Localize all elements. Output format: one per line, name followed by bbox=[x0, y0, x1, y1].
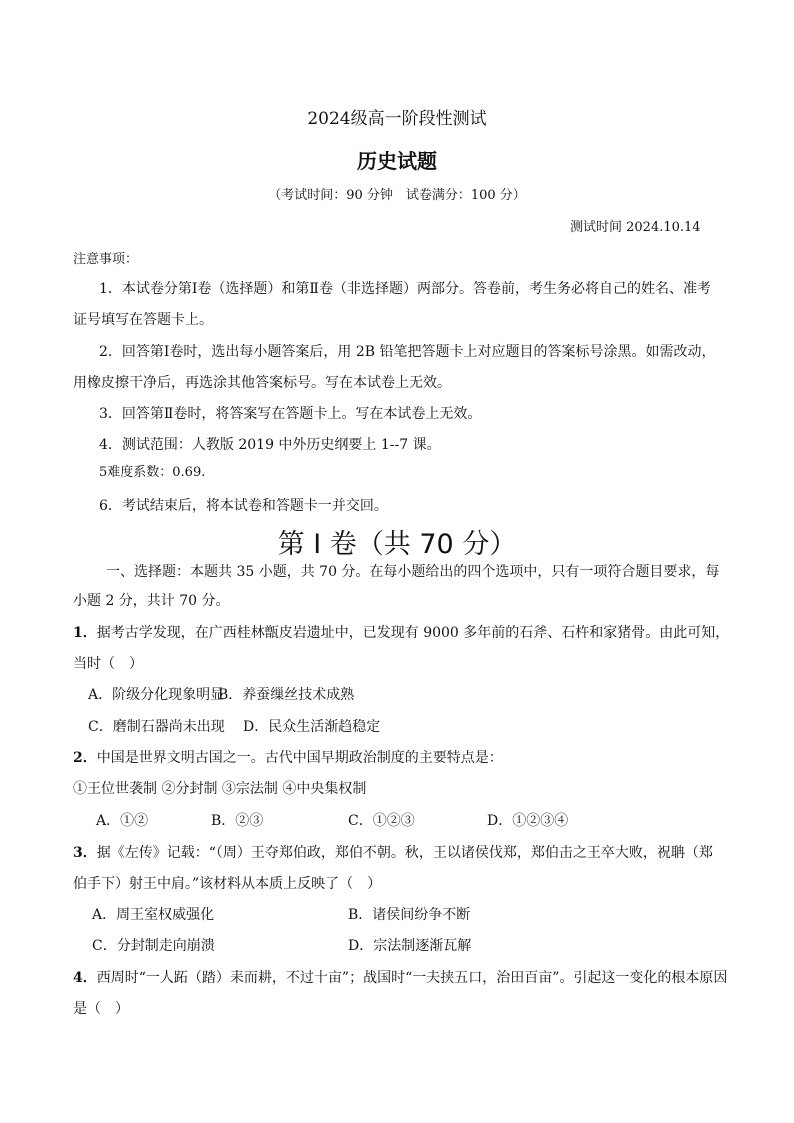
note-1-line-1: 1．本试卷分第Ⅰ卷（选择题）和第Ⅱ卷（非选择题）两部分。答卷前，考生务必将自己的姓名、准考 bbox=[99, 281, 711, 297]
question-3-option-a[interactable]: A．周王室权威强化 bbox=[92, 907, 215, 923]
question-1-number: 1． bbox=[73, 625, 97, 641]
question-3-text: 据《左传》记载：“（周）王夺郑伯政，郑伯不朝。秋，王以诸侯伐郑，郑伯击之王卒大败，祝聃（郑 bbox=[96, 845, 713, 861]
section-title: 第 I 卷（共 70 分） bbox=[277, 529, 517, 560]
section-intro-line-1: 一、选择题：本题共 35 小题，共 70 分。在每小题给出的四个选项中，只有一项符合题目要求，每 bbox=[106, 564, 720, 580]
question-3-stem-line-2: 伯手下）射王中肩。”该材料从本质上反映了（ ） bbox=[73, 876, 382, 892]
note-2-line-1: 2．回答第Ⅰ卷时，选出每小题答案后，用 2B 铅笔把答题卡上对应题目的答案标号涂黑。如需改动， bbox=[99, 344, 716, 360]
question-4-number: 4． bbox=[73, 970, 97, 986]
note-4: 4．测试范围：人教版 2019 中外历史纲要上 1--7 课。 bbox=[99, 437, 441, 453]
question-3-option-c[interactable]: C．分封制走向崩溃 bbox=[92, 938, 215, 954]
question-4-stem-line-2: 是（ ） bbox=[73, 1001, 129, 1017]
notes-label: 注意事项： bbox=[73, 252, 139, 267]
question-3-option-b[interactable]: B．诸侯间纷争不断 bbox=[348, 907, 471, 923]
question-1-option-b[interactable]: B．养蚕缫丝技术成熟 bbox=[218, 687, 355, 703]
question-2-number: 2． bbox=[73, 750, 97, 766]
question-1-text: 据考古学发现，在广西桂林甑皮岩遗址中，已发现有 9000 多年前的石斧、石杵和家猪骨。由此可知， bbox=[96, 625, 730, 641]
test-date: 测试时间 2024.10.14 bbox=[570, 220, 701, 235]
question-1-option-c[interactable]: C．磨制石器尚未出现 bbox=[88, 719, 225, 735]
note-3: 3．回答第Ⅱ卷时，将答案写在答题卡上。写在本试卷上无效。 bbox=[99, 406, 482, 422]
question-2-option-a[interactable]: A．①② bbox=[96, 813, 149, 829]
question-3-number: 3． bbox=[73, 845, 97, 861]
note-1-line-2: 证号填写在答题卡上。 bbox=[73, 312, 213, 328]
question-3-option-d[interactable]: D．宗法制逐渐瓦解 bbox=[348, 938, 472, 954]
subject-title: 历史试题 bbox=[357, 149, 437, 173]
section-intro-line-2: 小题 2 分，共计 70 分。 bbox=[73, 593, 230, 609]
question-1-option-a[interactable]: A．阶级分化现象明显 bbox=[88, 687, 225, 703]
question-4-stem-line-1 bbox=[73, 967, 727, 987]
exam-meta: （考试时间：90 分钟 试卷满分：100 分） bbox=[268, 188, 526, 203]
question-2-text: 中国是世界文明古国之一。古代中国早期政治制度的主要特点是： bbox=[96, 750, 503, 766]
question-2-option-c[interactable]: C．①②③ bbox=[348, 813, 415, 829]
exam-title: 2024级高一阶段性测试 bbox=[307, 109, 487, 129]
question-2-option-d[interactable]: D．①②③④ bbox=[487, 813, 569, 829]
question-2-option-b[interactable]: B．②③ bbox=[211, 813, 264, 829]
note-5: 5难度系数：0.69. bbox=[99, 465, 206, 480]
question-2-stem-line-1 bbox=[73, 747, 503, 767]
question-1-stem-line-2: 当时（ ） bbox=[73, 656, 143, 672]
note-2-line-2: 用橡皮擦干净后，再选涂其他答案标号。写在本试卷上无效。 bbox=[73, 375, 451, 391]
question-2-stem-line-2: ①王位世袭制 ②分封制 ③宗法制 ④中央集权制 bbox=[73, 781, 367, 797]
question-3-stem-line-1 bbox=[73, 842, 713, 862]
note-6: 6．考试结束后，将本试卷和答题卡一并交回。 bbox=[99, 498, 388, 514]
question-1-stem-line-1 bbox=[73, 622, 729, 642]
question-1-option-d[interactable]: D．民众生活渐趋稳定 bbox=[243, 719, 381, 735]
question-4-text: 西周时“一人跖（踏）耒而耕，不过十亩”；战国时“一夫挟五口，治田百亩”。引起这一变化的根本原因 bbox=[96, 970, 728, 986]
